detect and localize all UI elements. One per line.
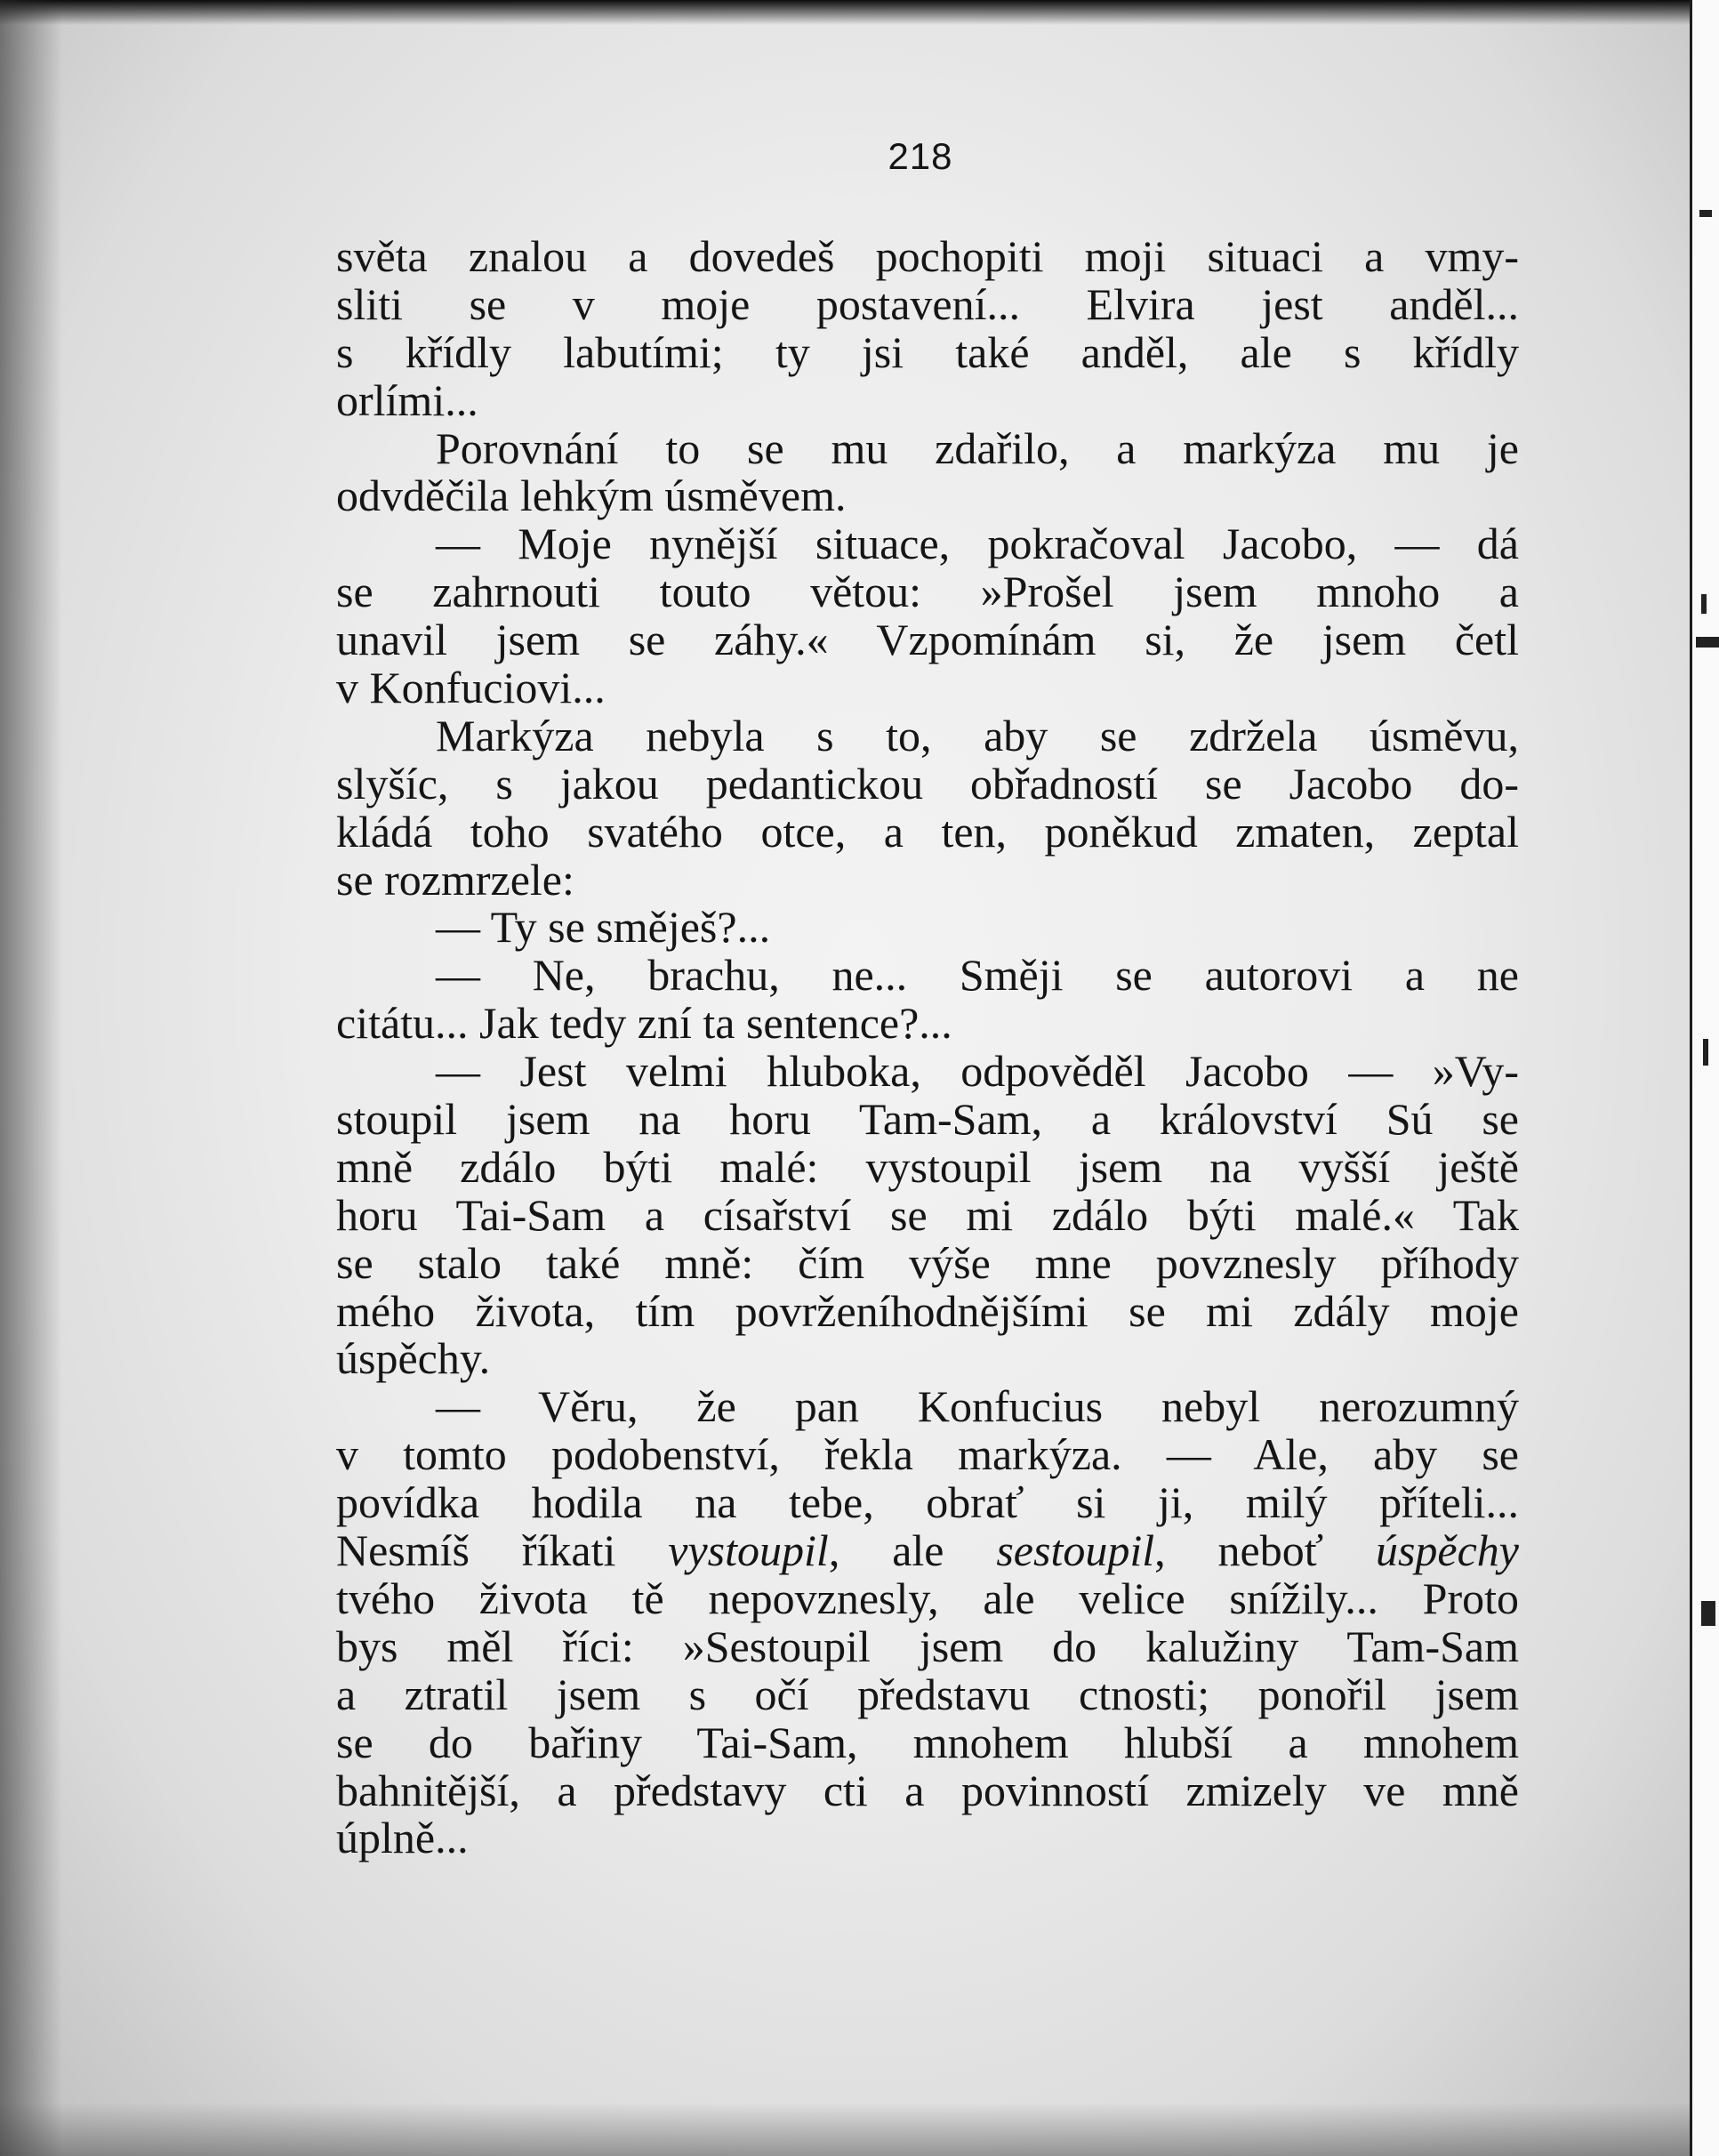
italic-word: sestoupil xyxy=(996,1525,1155,1576)
italic-word: vystoupil xyxy=(668,1525,829,1576)
text-line: v tomto podobenství, řekla markýza. — Ale, aby se xyxy=(336,1429,1519,1480)
text-line: se rozmrzele: xyxy=(336,854,574,905)
text-run: Nesmíš říkati xyxy=(336,1525,669,1576)
text-line: — Moje nynější situace, pokračoval Jacobo, — dá xyxy=(436,519,1519,569)
text-line: — Věru, že pan Konfucius nebyl nerozumný xyxy=(436,1381,1519,1432)
edge-mark xyxy=(1701,594,1707,614)
text-line-mixed xyxy=(336,1527,1519,1575)
text-line: horu Tai-Sam a císařství se mi zdálo býti malé.« Tak xyxy=(336,1189,1519,1240)
text-line: se do bařiny Tai-Sam, mnohem hlubší a mnohem xyxy=(336,1717,1519,1767)
text-line: — Ne, brachu, ne... Směji se autorovi a ne xyxy=(436,950,1519,1001)
text-line: povídka hodila na tebe, obrať si ji, milý příteli... xyxy=(336,1477,1519,1528)
text-line: odvděčila lehkým úsměvem. xyxy=(336,471,847,521)
text-line: unavil jsem se záhy.« Vzpomínám si, že jsem četl xyxy=(336,615,1519,665)
text-line: se zahrnouti touto větou: »Prošel jsem mnoho a xyxy=(336,567,1519,617)
text-line: — Ty se směješ?... xyxy=(436,902,771,953)
text-line: s křídly labutími; ty jsi také anděl, ale s křídly xyxy=(336,326,1519,377)
text-line: úplně... xyxy=(336,1813,469,1863)
italic-word: úspěchy xyxy=(1375,1525,1519,1576)
text-run: , neboť xyxy=(1154,1525,1376,1576)
text-line: citátu... Jak tedy zní ta sentence?... xyxy=(336,998,952,1049)
text-line: bahnitější, a představy cti a povinností zmizely ve mně xyxy=(336,1765,1519,1815)
scan-top-shadow xyxy=(0,0,1719,25)
text-line: se stalo také mně: čím výše mne povznesly příhody xyxy=(336,1237,1519,1288)
text-line: mého života, tím povrženíhodnějšími se mi zdály moje xyxy=(336,1285,1519,1336)
text-line: světa znalou a dovedeš pochopiti moji situaci a vmy- xyxy=(336,231,1519,281)
text-line: kládá toho svatého otce, a ten, poněkud zmaten, zeptal xyxy=(336,806,1519,857)
text-line: sliti se v moje postavení... Elvira jest anděl... xyxy=(336,278,1519,329)
text-line: v Konfuciovi... xyxy=(336,663,606,713)
text-line: bys měl říci: »Sestoupil jsem do kalužiny Tam-Sam xyxy=(336,1621,1519,1671)
text-line: a ztratil jsem s očí představu ctnosti; ponořil jsem xyxy=(336,1669,1519,1719)
scan-left-shadow xyxy=(0,0,62,2156)
page-number: 218 xyxy=(888,135,953,177)
text-run: , ale xyxy=(828,1525,997,1576)
adjacent-page-edge xyxy=(1690,0,1719,2156)
text-line: slyšíc, s jakou pedantickou obřadností se Jacobo do- xyxy=(336,758,1519,808)
text-line: — Jest velmi hluboka, odpověděl Jacobo — »Vy- xyxy=(436,1046,1519,1097)
text-line: mně zdálo býti malé: vystoupil jsem na vyšší ještě xyxy=(336,1141,1519,1192)
body-text xyxy=(336,233,1519,1862)
scan-bottom-shadow xyxy=(0,2103,1719,2156)
text-line: úspěchy. xyxy=(336,1333,491,1384)
text-line: tvého života tě nepovznesly, ale velice snížily... Proto xyxy=(336,1573,1519,1623)
edge-mark xyxy=(1703,1039,1708,1066)
edge-mark xyxy=(1699,210,1712,217)
text-line: orlími... xyxy=(336,374,478,425)
edge-mark xyxy=(1701,1601,1715,1626)
text-line: stoupil jsem na horu Tam-Sam, a království Sú se xyxy=(336,1094,1519,1145)
edge-mark xyxy=(1696,637,1719,648)
text-line: Markýza nebyla s to, aby se zdržela úsměvu, xyxy=(436,710,1519,760)
text-line: Porovnání to se mu zdařilo, a markýza mu je xyxy=(436,422,1519,473)
